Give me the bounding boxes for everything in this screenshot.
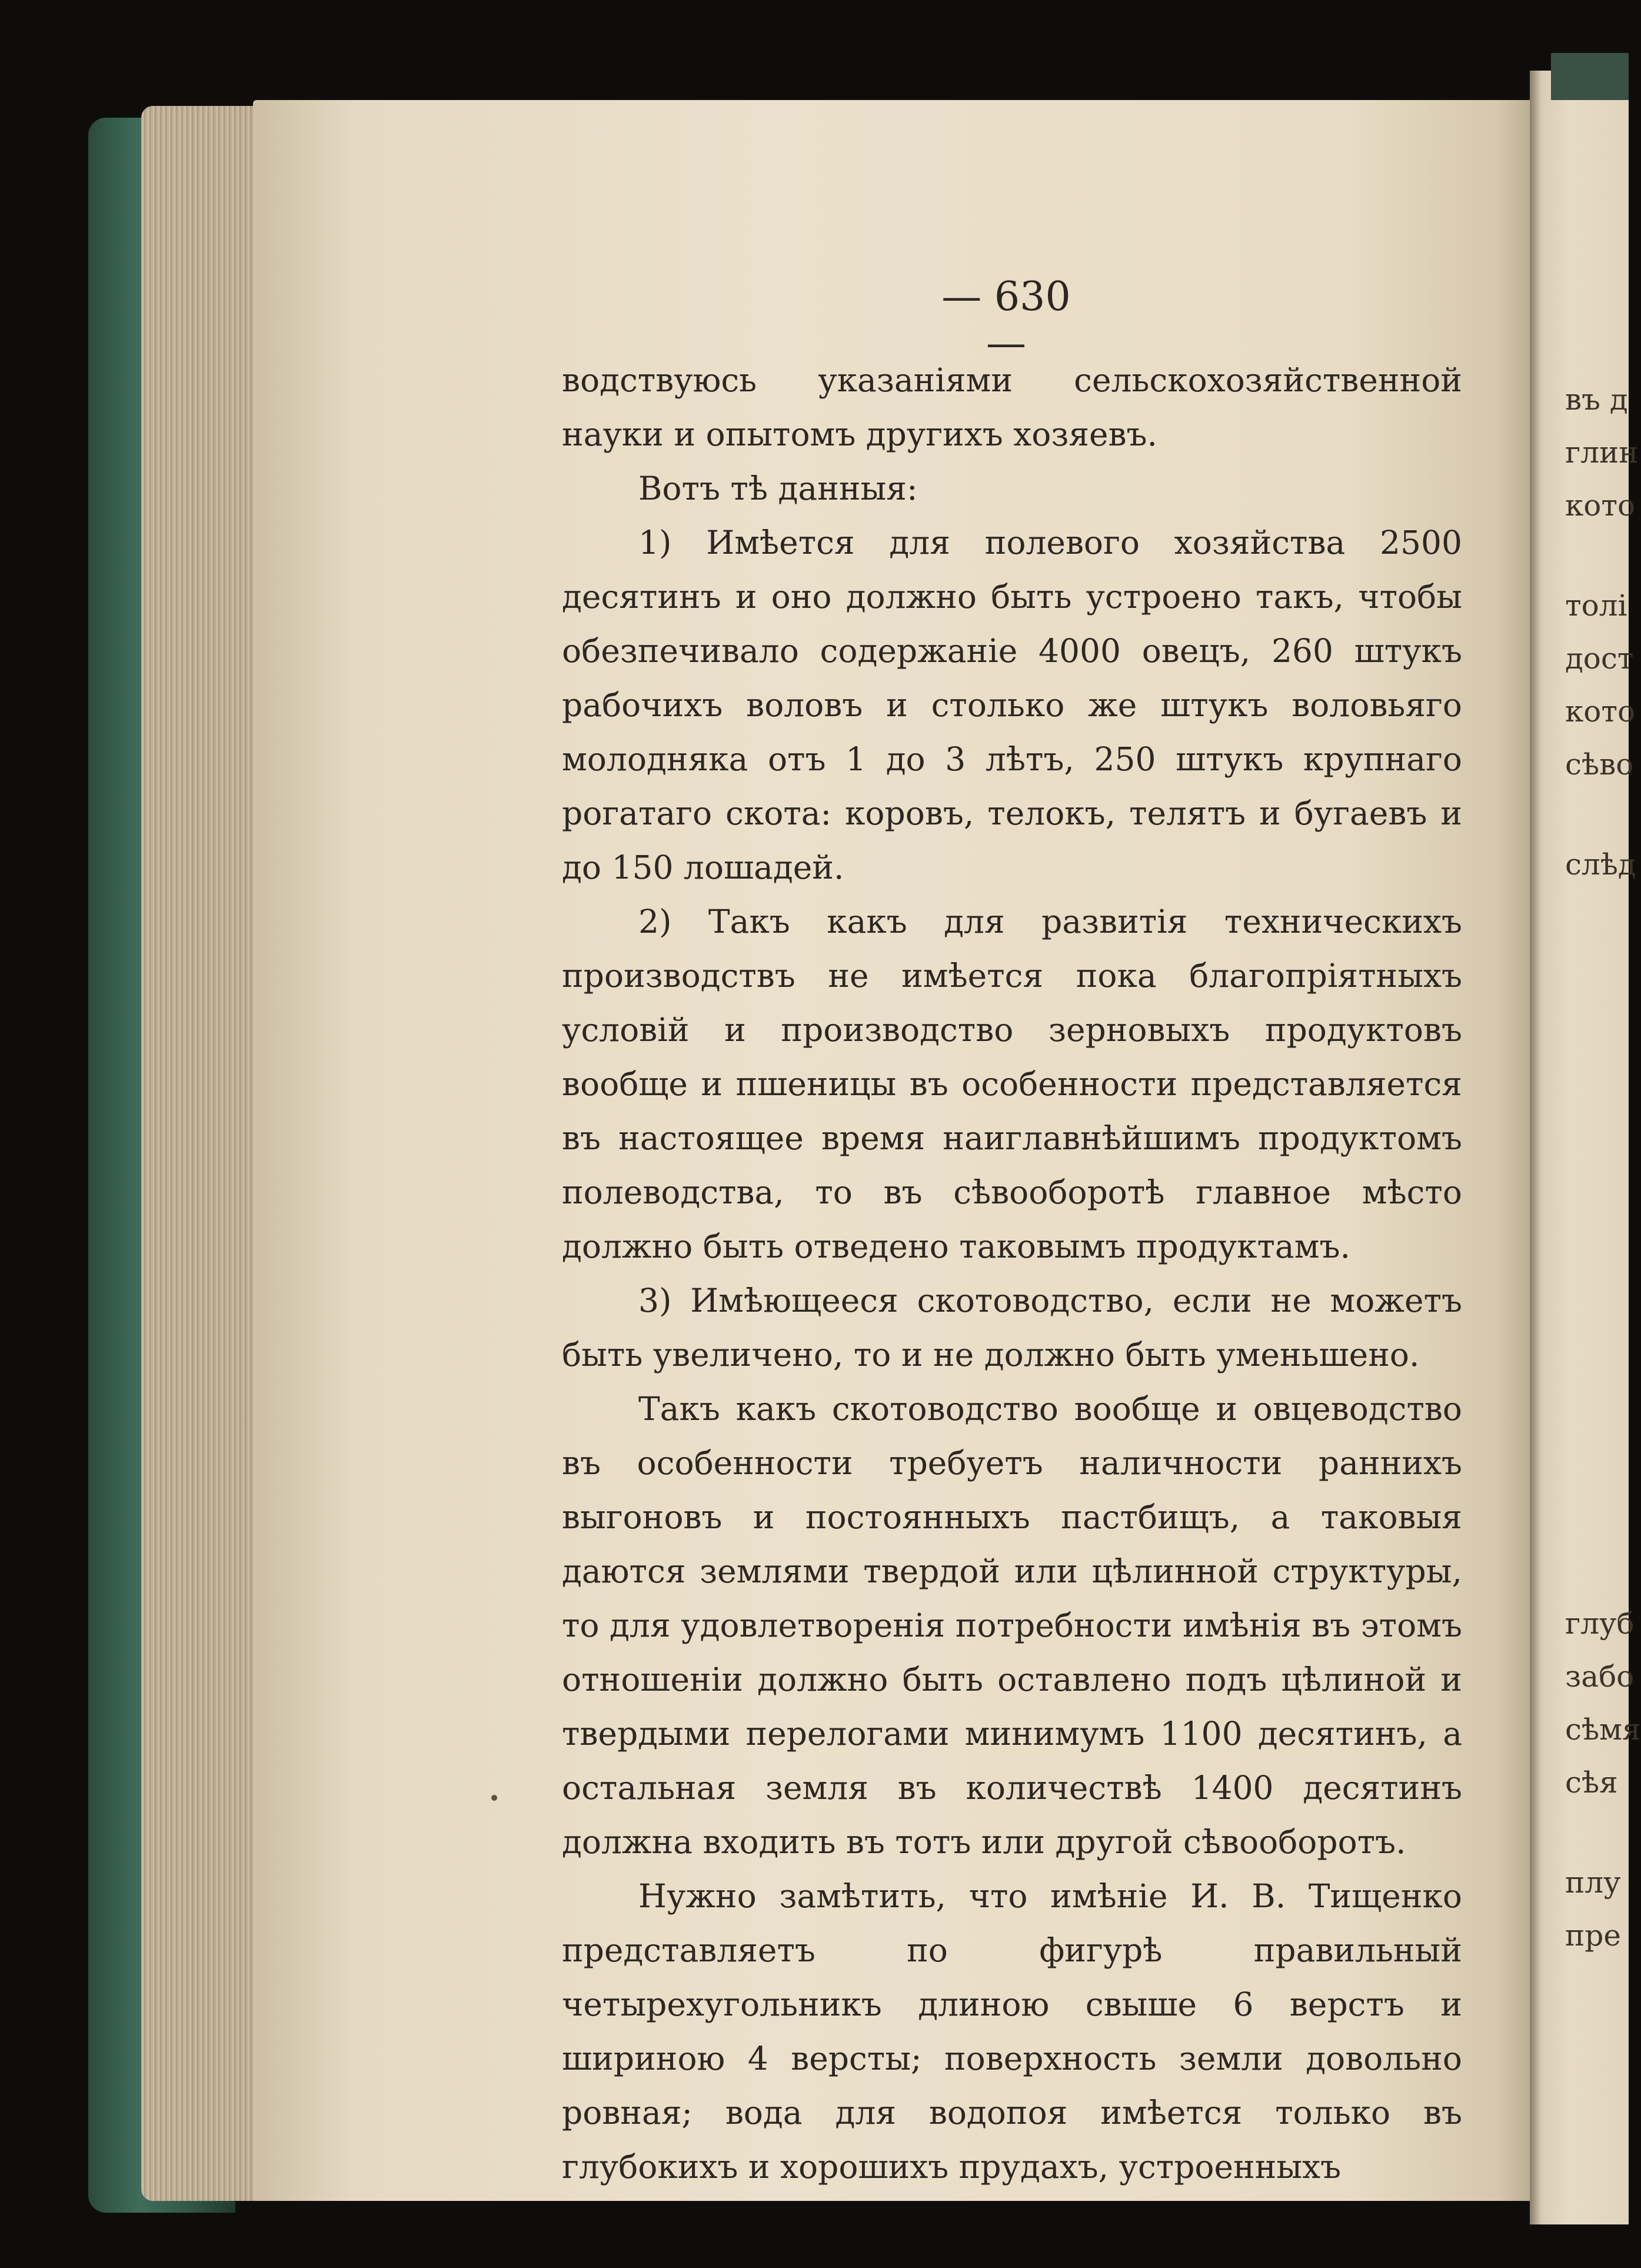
next-page-cover-strip: [1551, 53, 1629, 100]
next-page-fragment: въ д: [1565, 383, 1628, 417]
paragraph: Такъ какъ скотоводство вообще и овцеводство въ особенности требуетъ наличности раннихъ выгоновъ и постоянныхъ пастбищъ, а таковыя даются землями твердой или цѣлинной структуры, то для удовлетворенія потребности имѣнія въ этомъ отношеніи должно быть оставлено подъ цѣлиной и твердыми перелогами минимумъ 1100 десятинъ, а остальная земля въ количествѣ 1400 десятинъ должна входить въ тотъ или другой сѣвооборотъ.: [562, 1390, 1462, 1861]
next-page-fragment: слѣд: [1565, 847, 1636, 882]
next-page-fragment: сѣя: [1565, 1765, 1618, 1800]
page-text: [562, 353, 1462, 2194]
next-page-fragment: сѣво: [1565, 747, 1634, 782]
paragraph: 3) Имѣющееся скотоводство, если не можетъ быть увеличено, то и не должно быть уменьшено.: [562, 1282, 1462, 1374]
next-page-fragment: кото: [1565, 694, 1636, 729]
next-page-fragment: толі: [1565, 588, 1627, 623]
next-page-fragment: глин: [1565, 435, 1639, 470]
next-page-fragment: глуб: [1565, 1607, 1635, 1641]
page-number: — 630 —: [941, 274, 1071, 367]
paragraph: водствуюсь указаніями сельскохозяйственной науки и опытомъ другихъ хозяевъ.: [562, 361, 1462, 453]
next-page-fragment: пре: [1565, 1918, 1621, 1953]
next-page-fragment: сѣмя: [1565, 1712, 1641, 1747]
next-page-fragment: дост: [1565, 641, 1634, 676]
paragraph: 1) Имѣется для полевого хозяйства 2500 десятинъ и оно должно быть устроено такъ, чтобы обезпечивало содержаніе 4000 овецъ, 260 штукъ рабочихъ воловъ и столько же штукъ воловьяго молодняка отъ 1 до 3 лѣтъ, 250 штукъ крупнаго рогатаго скота: коровъ, телокъ, телятъ и бугаевъ и до 150 лошадей.: [562, 524, 1462, 886]
paragraph: Нужно замѣтить, что имѣніе И. В. Тищенко представляетъ по фигурѣ правильный четырехугольникъ длиною свыше 6 верстъ и шириною 4 версты; поверхность земли довольно ровная; вода для водопоя имѣется только въ глубокихъ и хорошихъ прудахъ, устроенныхъ: [562, 1877, 1462, 2186]
next-page-fragment: плу: [1565, 1865, 1621, 1900]
ink-speck: [491, 1795, 497, 1801]
paragraph: Вотъ тѣ данныя:: [638, 470, 918, 507]
next-page-fragment: кото: [1565, 488, 1636, 523]
paragraph: 2) Такъ какъ для развитія техническихъ производствъ не имѣется пока благопріятныхъ условій и производство зерновыхъ продуктовъ вообще и пшеницы въ особенности представляется въ настоящее время наиглавнѣйшимъ продуктомъ полеводства, то въ сѣвооборотѣ главное мѣсто должно быть отведено таковымъ продуктамъ.: [562, 903, 1462, 1265]
next-page-fragment: забо: [1565, 1660, 1635, 1694]
